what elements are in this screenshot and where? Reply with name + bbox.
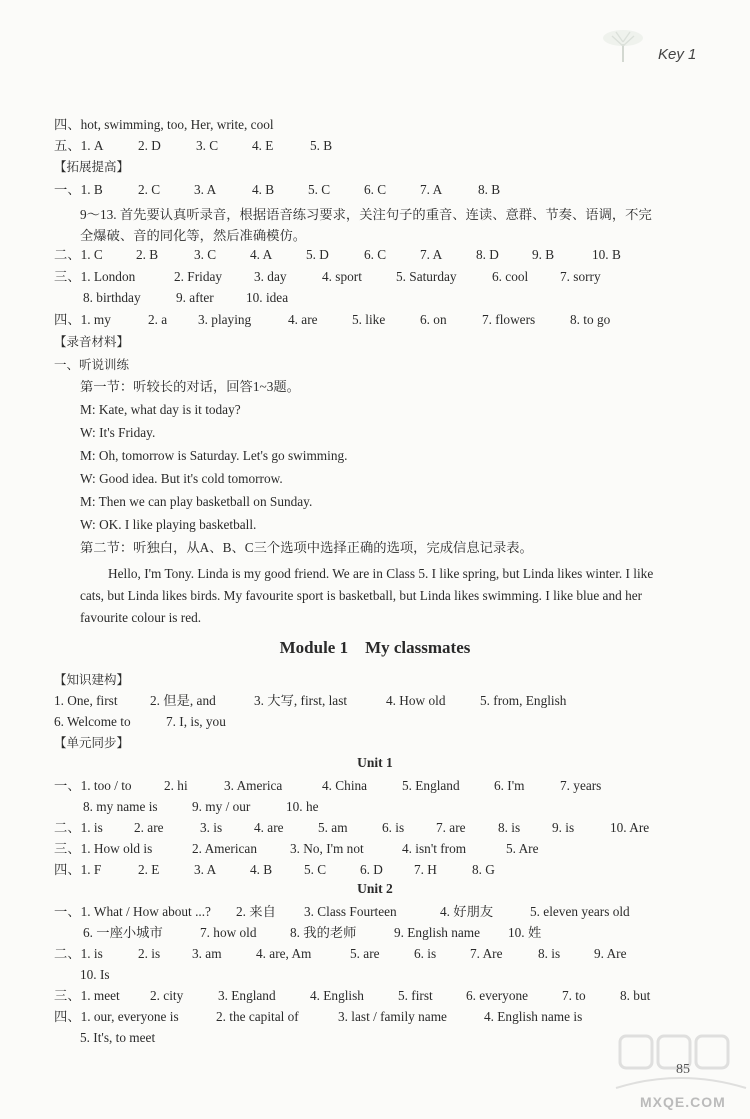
answer-item: 5. It's, to meet: [80, 1030, 156, 1045]
answer-item: 4. 好朋友: [440, 904, 494, 919]
answer-item: 二、1. C: [54, 247, 103, 262]
answer-item: 4. isn't from: [402, 841, 467, 856]
answer-item: 一、1. What / How about ...?: [54, 904, 211, 919]
answer-item: 4. sport: [322, 269, 362, 284]
answer-item: W: OK. I like playing basketball.: [80, 517, 257, 532]
monologue-paragraph: Hello, I'm Tony. Linda is my good friend. We are in Class 5. I like spring, but Linda likes winter. I like cats, but Linda likes birds. My favourite sport is basketball, but Linda likes swimming. I like blue and her favourite colour is red.: [80, 566, 654, 625]
answer-item: 8. is: [498, 820, 521, 835]
answer-item: 第二节：听独白，从A、B、C三个选项中选择正确的选项，完成信息记录表。: [80, 540, 533, 555]
answer-item: 9. Are: [594, 946, 627, 961]
answer-item: 5. like: [352, 312, 386, 327]
answer-item: 2. American: [192, 841, 257, 856]
answer-item: 7. H: [414, 862, 437, 877]
answer-item: 9. after: [176, 290, 214, 305]
page-number: 85: [676, 1062, 690, 1077]
answer-item: 3. playing: [198, 312, 252, 327]
answer-item: 第一节：听较长的对话，回答1~3题。: [80, 379, 300, 394]
answer-item: 5. Saturday: [396, 269, 457, 284]
answer-item: 4. B: [252, 182, 275, 197]
answer-item: 2. city: [150, 988, 184, 1003]
answer-item: M: Oh, tomorrow is Saturday. Let's go swimming.: [80, 448, 348, 463]
answer-item: 三、1. London: [54, 269, 136, 284]
answer-item: 10. B: [592, 247, 621, 262]
answer-item: 5. England: [402, 778, 460, 793]
answer-item: 9. my / our: [192, 799, 251, 814]
unit-2-title: Unit 2: [357, 881, 393, 896]
answer-item: 二、1. is: [54, 820, 103, 835]
answer-item: 三、1. meet: [54, 988, 120, 1003]
answer-item: 3. A: [194, 862, 217, 877]
answer-item: 4. B: [250, 862, 273, 877]
answer-item: 【录音材料】: [54, 334, 130, 349]
answer-item: 6. C: [364, 247, 387, 262]
answer-item: 四、1. F: [54, 862, 102, 877]
answer-item: 4. China: [322, 778, 368, 793]
answer-item: 3. No, I'm not: [290, 841, 364, 856]
answer-item: W: It's Friday.: [80, 425, 156, 440]
answer-item: 2. Friday: [174, 269, 223, 284]
answer-item: 3. C: [194, 247, 217, 262]
answer-item: 2. a: [148, 312, 168, 327]
answer-item: 4. English name is: [484, 1009, 583, 1024]
answer-item: 一、1. B: [54, 182, 103, 197]
answer-item: 2. 来自: [236, 904, 276, 919]
answer-item: 2. 但是, and: [150, 693, 216, 708]
answer-item: 10. 姓: [508, 925, 542, 940]
answer-item: 10. Are: [610, 820, 650, 835]
answer-item: 3. 大写, first, last: [254, 693, 348, 708]
answer-item: 2. E: [138, 862, 160, 877]
answer-item: 4. are, Am: [256, 946, 312, 961]
answer-item: M: Kate, what day is it today?: [80, 402, 241, 417]
answer-item: 9. English name: [394, 925, 481, 940]
answer-item: 3. last / family name: [338, 1009, 447, 1024]
answer-item: 3. America: [224, 778, 283, 793]
answer-item: 6. I'm: [494, 778, 525, 793]
answer-item: 8. is: [538, 946, 561, 961]
answer-item: 2. B: [136, 247, 159, 262]
answer-item: 四、1. our, everyone is: [54, 1009, 179, 1024]
answer-item: 二、1. is: [54, 946, 103, 961]
answer-item: 8. G: [472, 862, 495, 877]
answer-item: 7. A: [420, 182, 443, 197]
answer-item: 5. are: [350, 946, 380, 961]
answer-item: 3. Class Fourteen: [304, 904, 397, 919]
answer-item: 5. C: [308, 182, 331, 197]
answer-item: 10. idea: [246, 290, 289, 305]
answer-item: 8. to go: [570, 312, 611, 327]
answer-item: M: Then we can play basketball on Sunday.: [80, 494, 313, 509]
answer-item: 6. everyone: [466, 988, 529, 1003]
answer-item: 4. are: [254, 820, 284, 835]
answer-item: 8. B: [478, 182, 501, 197]
answer-item: 四、1. my: [54, 312, 111, 327]
answer-item: 10. Is: [80, 967, 110, 982]
answer-item: 6. Welcome to: [54, 714, 131, 729]
watermark-text: MXQE.COM: [640, 1094, 726, 1110]
answer-item: 四、hot, swimming, too, Her, write, cool: [54, 117, 274, 132]
answer-item: W: Good idea. But it's cold tomorrow.: [80, 471, 283, 486]
answer-item: 7. are: [436, 820, 466, 835]
answer-item: 5. from, English: [480, 693, 567, 708]
answer-item: 一、1. too / to: [54, 778, 132, 793]
answer-item: 6. on: [420, 312, 447, 327]
answer-item: 6. 一座小城市: [83, 925, 163, 940]
answer-item: 5. C: [304, 862, 327, 877]
answer-item: 6. cool: [492, 269, 529, 284]
answer-item: 4. are: [288, 312, 318, 327]
answer-item: 6. D: [360, 862, 383, 877]
answer-item: 8. my name is: [83, 799, 158, 814]
answer-item: 4. How old: [386, 693, 446, 708]
answer-item: 2. the capital of: [216, 1009, 299, 1024]
answer-item: 7. years: [560, 778, 602, 793]
answer-item: 5. first: [398, 988, 433, 1003]
answer-item: 2. is: [138, 946, 161, 961]
answer-item: 【拓展提高】: [54, 159, 130, 174]
unit-1-title: Unit 1: [357, 755, 393, 770]
answer-item: 10. he: [286, 799, 319, 814]
answer-item: 3. day: [254, 269, 287, 284]
answer-item: 1. One, first: [54, 693, 118, 708]
module-title: Module 1 My classmates: [279, 638, 471, 657]
answer-item: 3. England: [218, 988, 276, 1003]
answer-item: 三、1. How old is: [54, 841, 153, 856]
answer-item: 3. A: [194, 182, 217, 197]
answer-item: 7. to: [562, 988, 586, 1003]
answer-item: 【单元同步】: [54, 735, 130, 750]
answer-item: 8. but: [620, 988, 651, 1003]
answer-item: 7. I, is, you: [166, 714, 226, 729]
answer-item: 5. D: [306, 247, 329, 262]
answer-item: 6. is: [414, 946, 437, 961]
answer-item: 8. D: [476, 247, 499, 262]
answer-item: 7. sorry: [560, 269, 601, 284]
answer-item: 7. flowers: [482, 312, 536, 327]
answer-item: 4. E: [252, 138, 274, 153]
paragraph-9-13: 9～13. 首先要认真听录音，根据语音练习要求，关注句子的重音、连读、意群、节奏、语调，不完全爆破、音的同化等，然后准确模仿。: [80, 207, 652, 243]
answer-item: 7. A: [420, 247, 443, 262]
answer-item: 5. B: [310, 138, 333, 153]
answer-item: 8. 我的老师: [290, 925, 357, 940]
answer-item: 6. C: [364, 182, 387, 197]
answer-item: 5. eleven years old: [530, 904, 630, 919]
tree-logo-icon: [600, 28, 646, 64]
answer-item: 4. English: [310, 988, 364, 1003]
answer-item: 五、1. A: [54, 138, 104, 153]
answer-item: 2. are: [134, 820, 164, 835]
answer-item: 8. birthday: [83, 290, 141, 305]
answer-item: 2. hi: [164, 778, 188, 793]
answer-item: 6. is: [382, 820, 405, 835]
answer-item: 5. Are: [506, 841, 539, 856]
answer-item: 3. am: [192, 946, 222, 961]
key-label: Key 1: [658, 46, 697, 63]
answer-item: 9. is: [552, 820, 575, 835]
answer-item: 2. D: [138, 138, 161, 153]
answer-item: 3. is: [200, 820, 223, 835]
answer-item: 3. C: [196, 138, 219, 153]
answer-item: 4. A: [250, 247, 273, 262]
answer-item: 2. C: [138, 182, 161, 197]
answer-item: 5. am: [318, 820, 348, 835]
answer-item: 7. how old: [200, 925, 257, 940]
knowledge-header: 【知识建构】: [54, 672, 130, 687]
answer-item: 一、听说训练: [54, 357, 130, 372]
answer-item: 9. B: [532, 247, 555, 262]
answer-item: 7. Are: [470, 946, 503, 961]
